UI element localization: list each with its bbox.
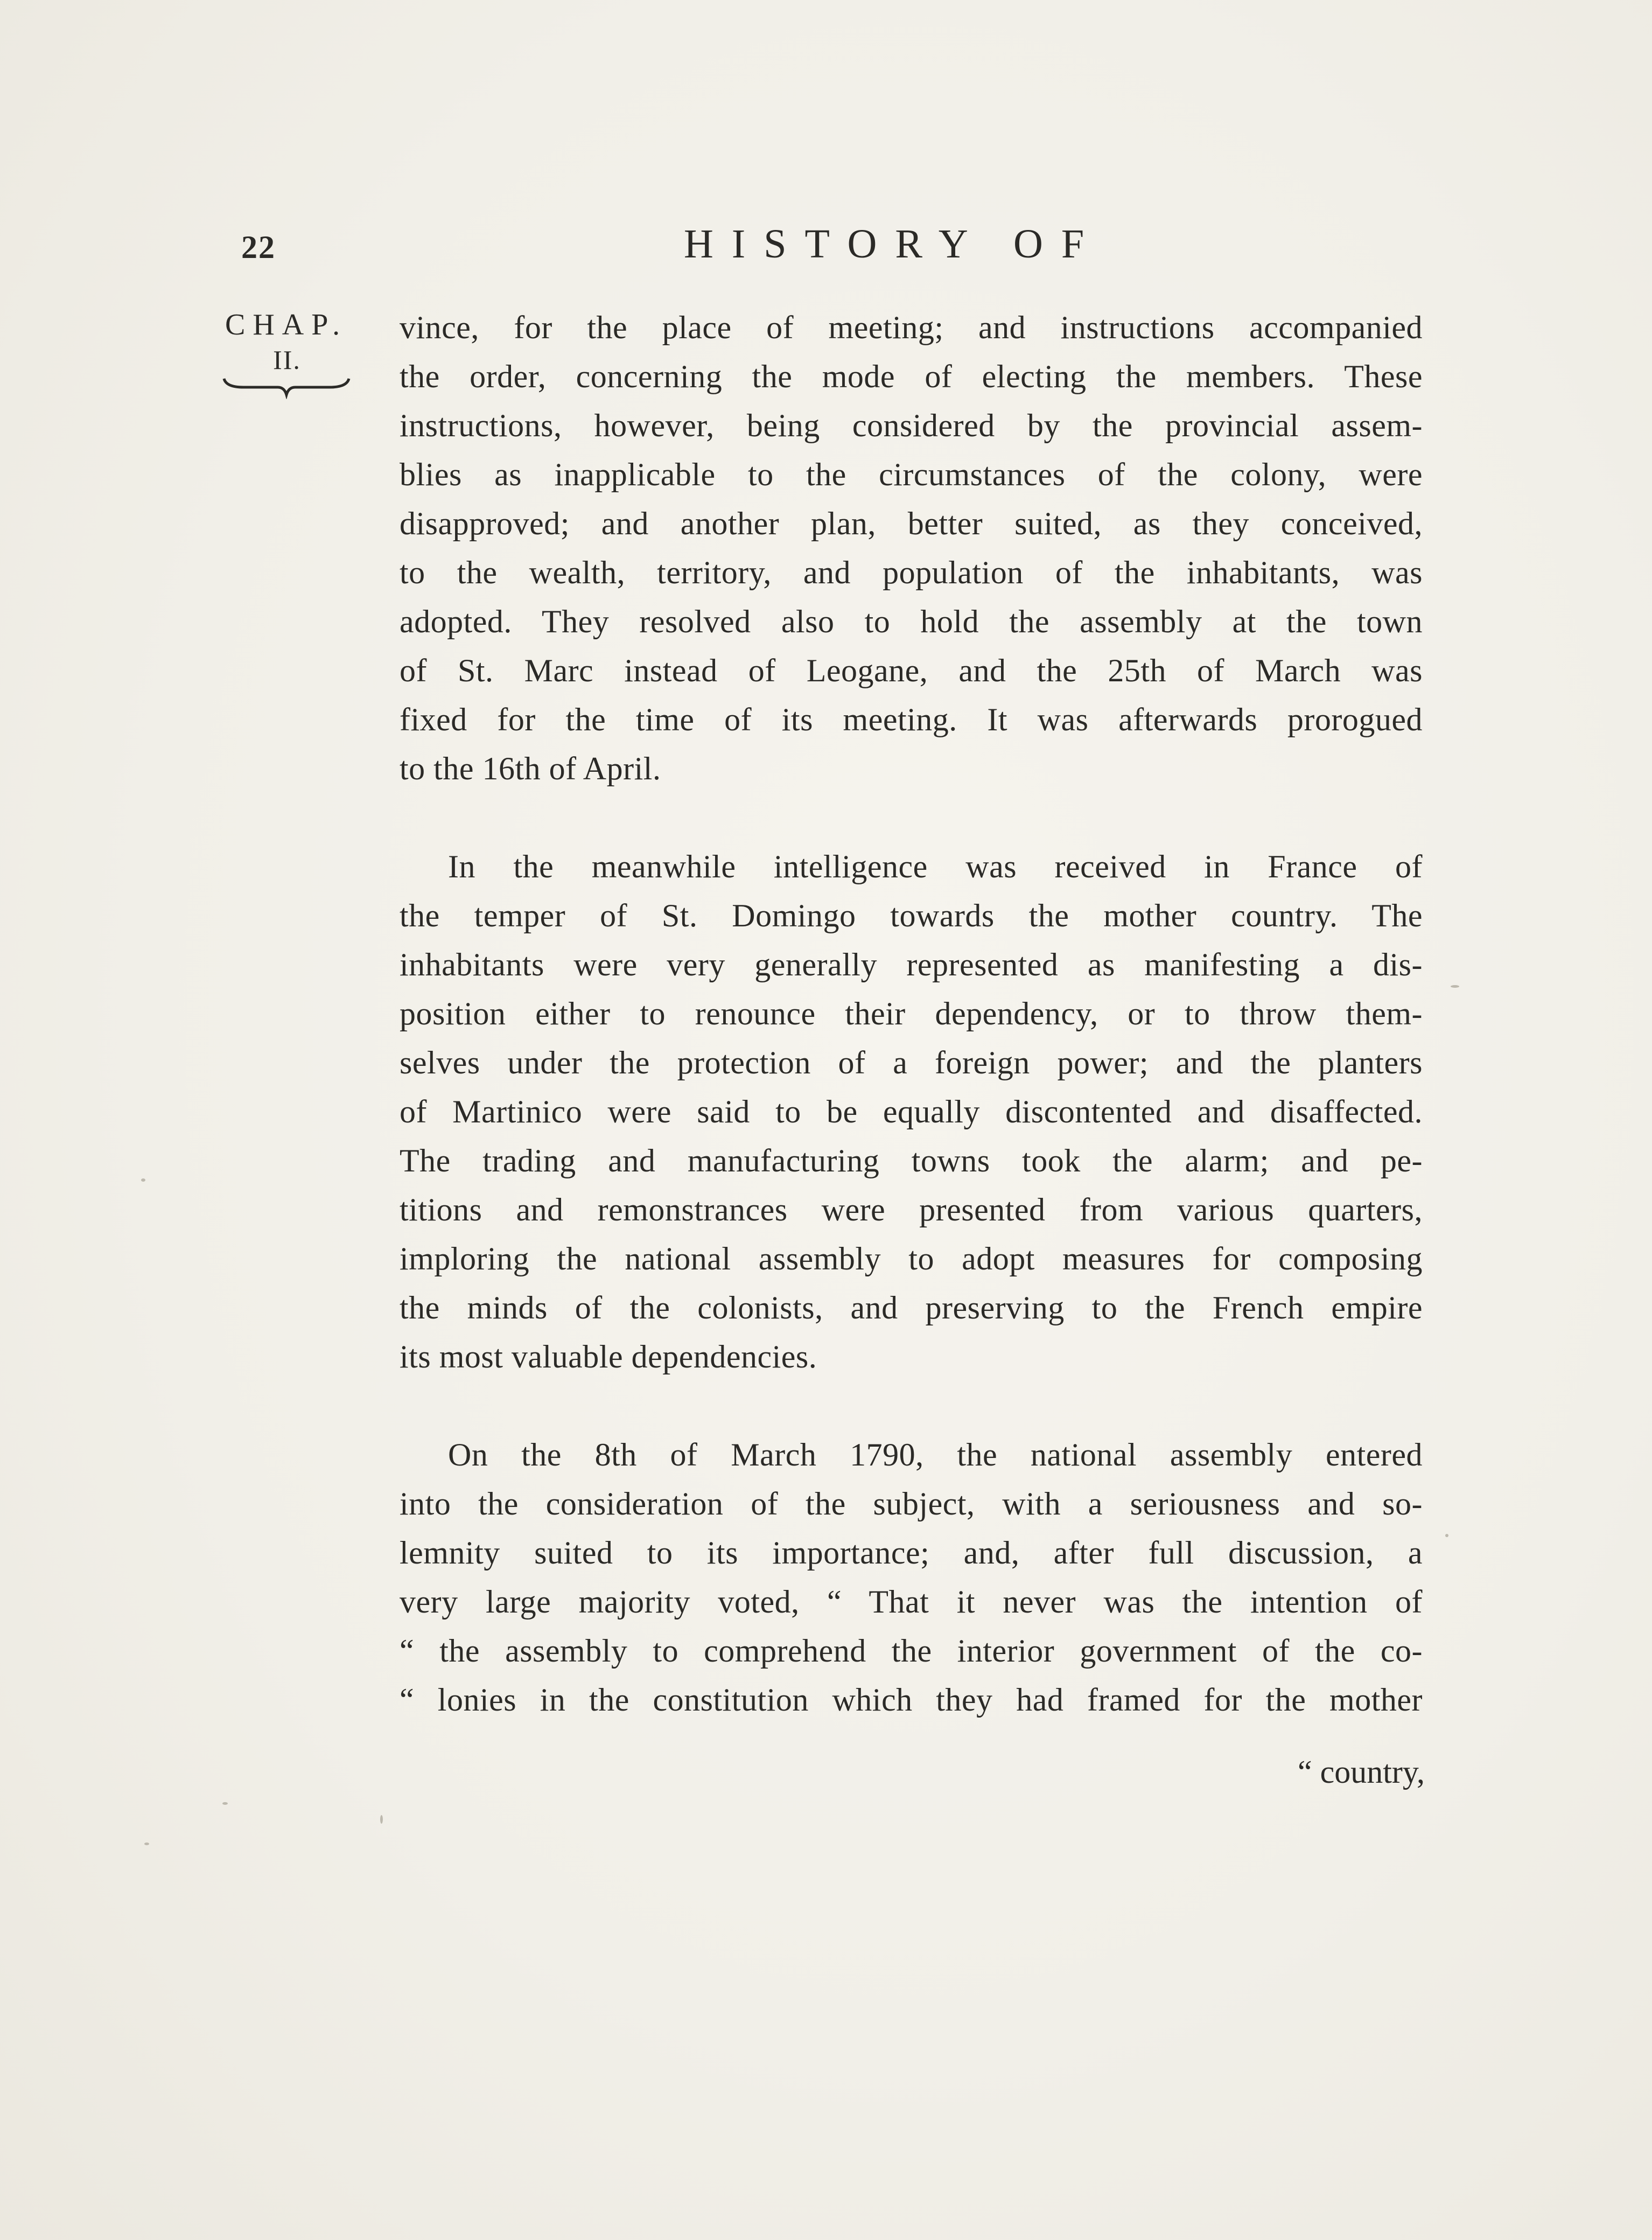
chapter-margin-note (225, 310, 370, 399)
paper-speck (222, 1802, 228, 1805)
text-line: blies as inapplicable to the circumstances of the colony, were (400, 457, 1423, 492)
text-line: titions and remonstrances were presented from various quarters, (400, 1192, 1423, 1227)
text-line: to the wealth, territory, and population of the inhabitants, was (400, 555, 1423, 590)
text-line: On the 8th of March 1790, the national assembly entered (448, 1437, 1423, 1473)
chapter-label: CHAP. (225, 308, 348, 341)
paper-speck (1451, 985, 1459, 988)
text-line: vince, for the place of meeting; and instructions accompanied (400, 310, 1423, 345)
catchword: “ country, (1297, 1754, 1425, 1790)
text-line: very large majority voted, “ That it never was the intention of (400, 1584, 1423, 1620)
text-line: In the meanwhile intelligence was received in France of (448, 849, 1423, 884)
text-line: of St. Marc instead of Leogane, and the 25th of March was (400, 653, 1423, 688)
text-line: The trading and manufacturing towns took the alarm; and pe- (400, 1143, 1423, 1178)
text-line: position either to renounce their dependency, or to throw them- (400, 996, 1423, 1031)
text-line: selves under the protection of a foreign power; and the planters (400, 1045, 1423, 1080)
text-line: “ lonies in the constitution which they had framed for the mother (400, 1682, 1423, 1718)
text-line: instructions, however, being considered by the provincial assem- (400, 408, 1423, 443)
chapter-number: II. (273, 345, 301, 375)
text-line: inhabitants were very generally represented as manifesting a dis- (400, 947, 1423, 982)
text-line: imploring the national assembly to adopt measures for composing (400, 1241, 1423, 1276)
brace-icon (222, 375, 351, 399)
text-line: its most valuable dependencies. (400, 1339, 817, 1374)
text-line: adopted. They resolved also to hold the assembly at the town (400, 604, 1423, 639)
running-head: HISTORY OF (684, 221, 1103, 267)
text-line: disapproved; and another plan, better suited, as they conceived, (400, 506, 1423, 541)
body-text (400, 303, 1423, 1725)
text-line: “ the assembly to comprehend the interior government of the co- (400, 1633, 1423, 1669)
paper-speck (141, 1178, 145, 1182)
paragraph-gap (400, 1381, 1423, 1430)
text-line: to the 16th of April. (400, 751, 661, 786)
text-line: lemnity suited to its importance; and, after full discussion, a (400, 1535, 1423, 1571)
paper-speck (144, 1843, 149, 1845)
paper-speck (380, 1815, 383, 1824)
paragraph-gap (400, 793, 1423, 842)
paper-speck (1445, 1534, 1448, 1537)
text-line: the temper of St. Domingo towards the mother country. The (400, 898, 1423, 933)
text-line: the order, concerning the mode of electing the members. These (400, 359, 1423, 394)
text-line: the minds of the colonists, and preserving to the French empire (400, 1290, 1423, 1325)
text-line: into the consideration of the subject, with a seriousness and so- (400, 1486, 1423, 1522)
text-line: fixed for the time of its meeting. It was afterwards prorogued (400, 702, 1423, 737)
text-line: of Martinico were said to be equally discontented and disaffected. (400, 1094, 1423, 1129)
page-number: 22 (241, 229, 276, 265)
